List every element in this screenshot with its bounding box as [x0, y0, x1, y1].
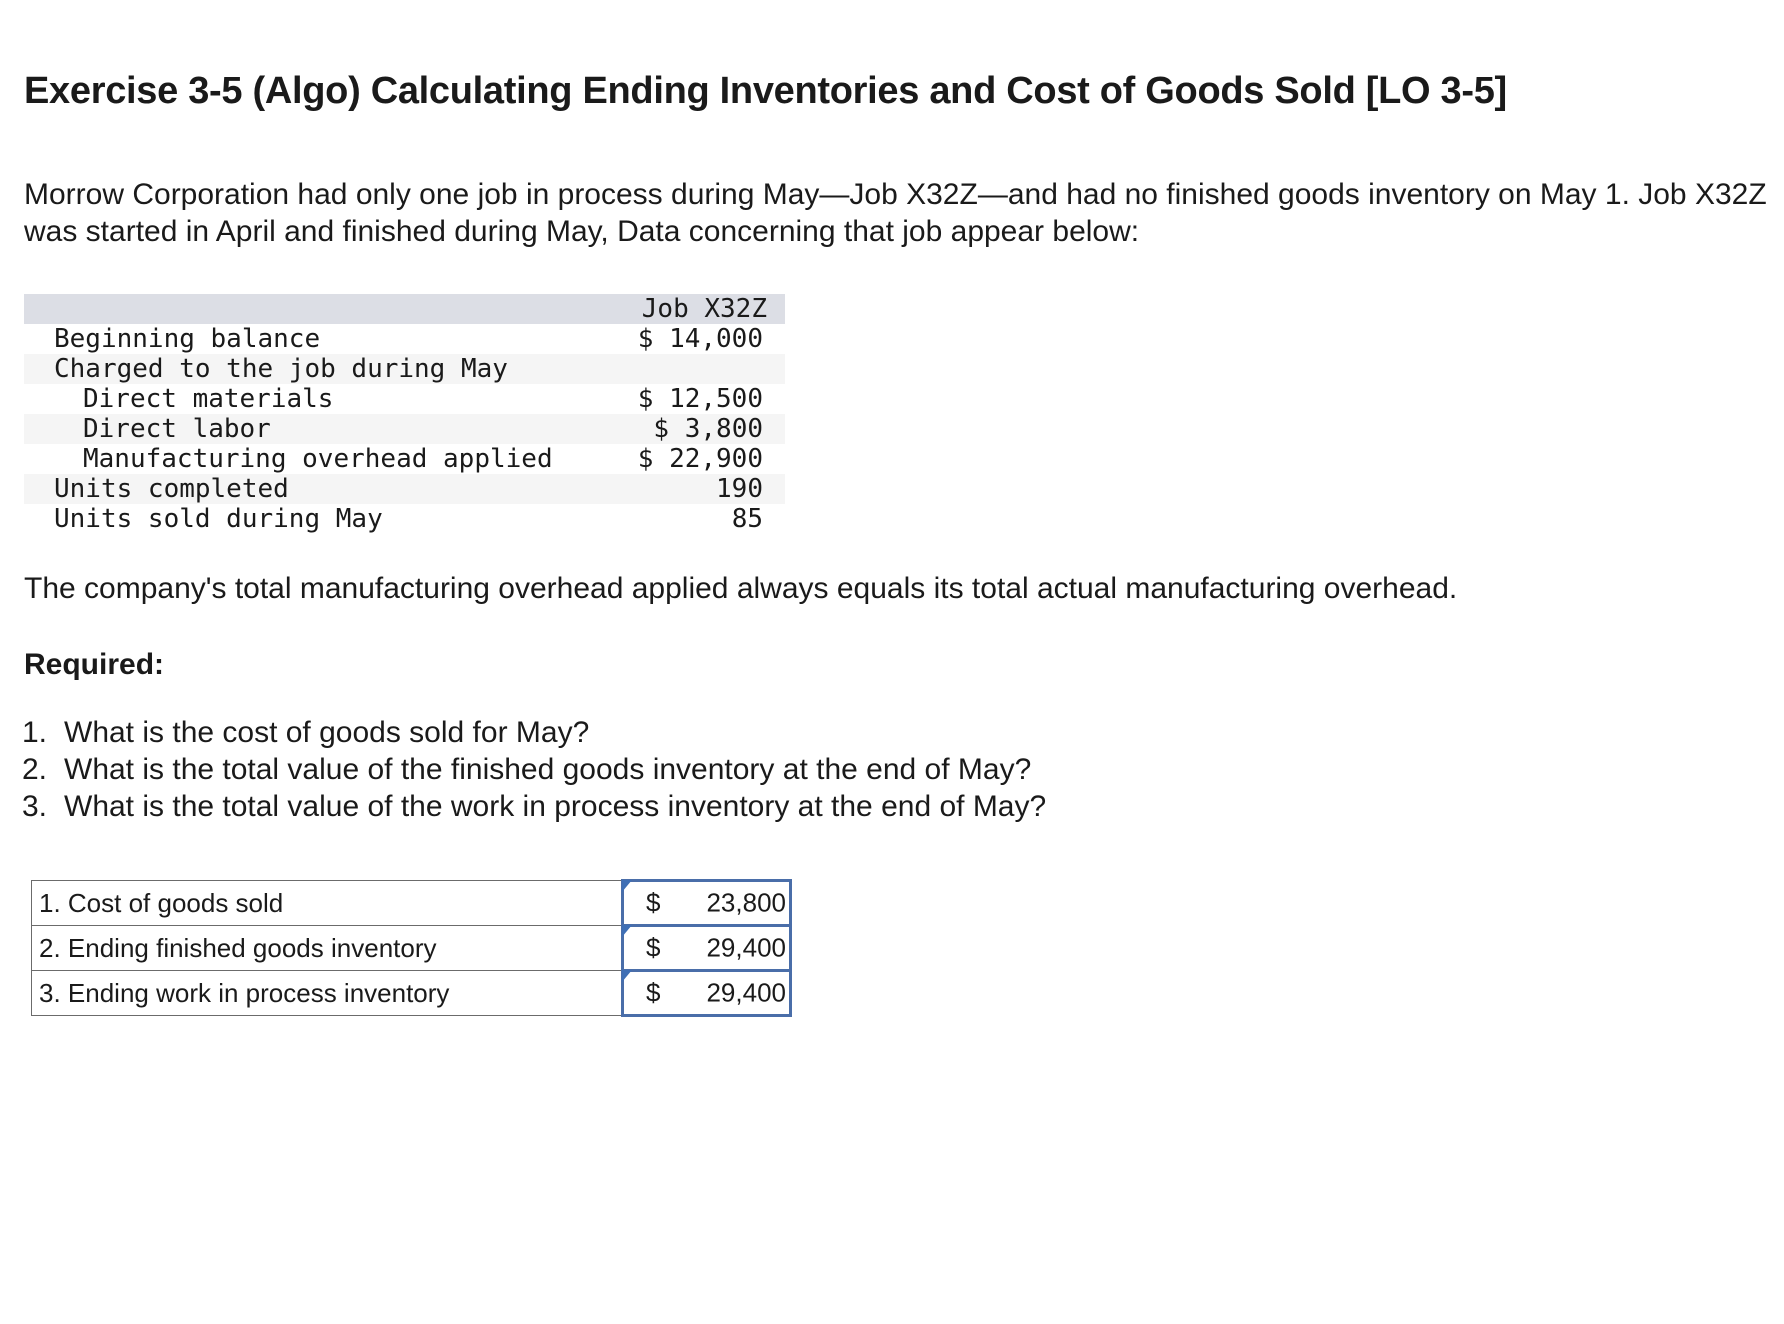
job-row-units-sold: [24, 504, 785, 534]
answer-row-wip: [32, 971, 791, 1016]
row-label: Units completed: [54, 474, 289, 504]
question-item: [22, 788, 1046, 825]
row-value: 85: [731, 504, 763, 534]
answer-table: [31, 879, 792, 1017]
answer-value: 29,400: [706, 932, 786, 963]
required-questions-list: [22, 714, 1046, 825]
answer-row-finished-goods: [32, 926, 791, 971]
finished-goods-answer-input[interactable]: [623, 926, 791, 971]
job-column-header: Job X32Z: [641, 294, 767, 324]
row-label: Beginning balance: [54, 324, 321, 354]
question-text: What is the total value of the finished goods inventory at the end of May?: [64, 753, 1032, 786]
job-row-units-completed: [24, 474, 785, 504]
job-data-table: [24, 294, 785, 534]
row-label: Direct labor: [83, 414, 271, 444]
wip-answer-input[interactable]: [623, 971, 791, 1016]
answer-row-cogs: [32, 881, 791, 926]
answer-value: 23,800: [706, 887, 786, 918]
row-value: $ 22,900: [637, 444, 763, 474]
answer-label: 3. Ending work in process inventory: [32, 971, 623, 1016]
question-number: 1.: [22, 716, 48, 749]
row-value: $ 14,000: [637, 324, 763, 354]
job-row-overhead-applied: [24, 444, 785, 474]
row-label: Direct materials: [83, 384, 334, 414]
row-value: 190: [716, 474, 763, 504]
currency-symbol: $: [646, 932, 661, 963]
row-label: Charged to the job during May: [54, 354, 508, 384]
row-label: Manufacturing overhead applied: [83, 444, 553, 474]
row-value: $ 12,500: [637, 384, 763, 414]
currency-symbol: $: [646, 977, 661, 1008]
exercise-title: Exercise 3-5 (Algo) Calculating Ending Inventories and Cost of Goods Sold [LO 3-5]: [24, 70, 1507, 112]
required-heading: Required:: [24, 648, 165, 681]
answer-label: 2. Ending finished goods inventory: [32, 926, 623, 971]
flag-marker-icon: [622, 925, 632, 937]
question-item: [22, 751, 1046, 788]
question-text: What is the cost of goods sold for May?: [64, 716, 590, 749]
question-item: [22, 714, 1046, 751]
intro-line-1: Morrow Corporation had only one job in process during May—Job X32Z—and had no finished goods inventory on May 1. Job X32Z: [24, 178, 1767, 211]
question-text: What is the total value of the work in process inventory at the end of May?: [64, 790, 1047, 823]
flag-marker-icon: [622, 880, 632, 892]
intro-paragraph: [24, 176, 1784, 250]
currency-symbol: $: [646, 887, 661, 918]
question-number: 2.: [22, 753, 48, 786]
cogs-answer-input[interactable]: [623, 881, 791, 926]
job-row-beginning-balance: [24, 324, 785, 354]
job-row-direct-labor: [24, 414, 785, 444]
overhead-note: The company's total manufacturing overhead applied always equals its total actual manufacturing overhead.: [24, 572, 1458, 605]
intro-line-2: was started in April and finished during May, Data concerning that job appear below:: [24, 215, 1140, 248]
question-number: 3.: [22, 790, 48, 823]
answer-value: 29,400: [706, 977, 786, 1008]
job-table-header: [24, 294, 785, 324]
job-row-charged: [24, 354, 785, 384]
row-value: $ 3,800: [653, 414, 763, 444]
flag-marker-icon: [622, 970, 632, 982]
answer-label: 1. Cost of goods sold: [32, 881, 623, 926]
row-label: Units sold during May: [54, 504, 383, 534]
job-row-direct-materials: [24, 384, 785, 414]
